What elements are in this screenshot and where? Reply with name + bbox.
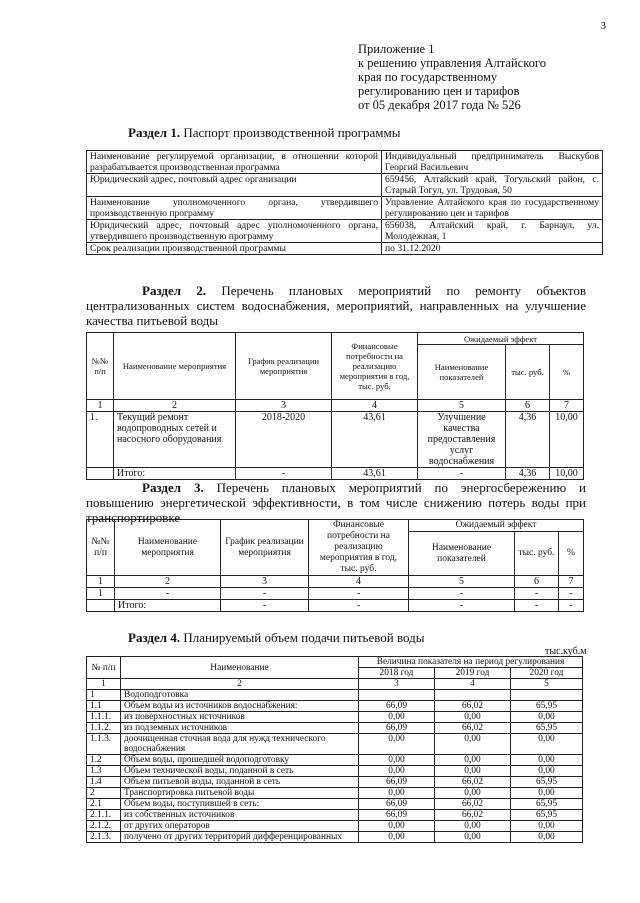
row-num: 1.2 xyxy=(87,755,121,766)
section1-prefix: Раздел 1. xyxy=(128,125,181,140)
col-number: 1 xyxy=(87,679,121,690)
col-header-effect: Ожидаемый эффект xyxy=(409,520,584,532)
col-number: 1 xyxy=(87,576,115,588)
passport-label: Юридический адрес, почтовый адрес уполномоченного органа, утвердившего производственную программу xyxy=(87,220,382,243)
col-header-finance: Финансовые потребности на реализацию мероприятия в год, тыс. руб. xyxy=(332,333,418,400)
row-value-2019: 0,00 xyxy=(435,832,511,843)
table-row xyxy=(87,832,583,843)
row-value-2020: 65,95 xyxy=(511,799,583,810)
row-name: Объем воды из источников водоснабжения: xyxy=(121,701,359,712)
row-num: 2 xyxy=(87,788,121,799)
row-value-2020: 0,00 xyxy=(511,712,583,723)
row-finance: - xyxy=(309,588,409,600)
passport-value: 656038, Алтайский край, г. Барнаул, ул. Молодежная, 1 xyxy=(382,220,603,243)
row-value-2019: 66,02 xyxy=(435,777,511,788)
section4-title xyxy=(128,630,598,645)
row-name: Объем питьевой воды, поданной в сеть xyxy=(121,777,359,788)
table-row xyxy=(87,151,603,174)
row-num: 1.4 xyxy=(87,777,121,788)
table-row xyxy=(87,799,583,810)
col-header-2020: 2020 год xyxy=(511,668,583,679)
row-value-2020: 0,00 xyxy=(511,766,583,777)
row-value-2018 xyxy=(359,690,435,701)
row-value-2019: 66,02 xyxy=(435,723,511,734)
row-value-2020: 0,00 xyxy=(511,755,583,766)
row-value-2020: 65,95 xyxy=(511,723,583,734)
row-value-2019: 66,02 xyxy=(435,810,511,821)
table-row xyxy=(87,788,583,799)
total-empty xyxy=(87,600,115,612)
table-row xyxy=(87,690,583,701)
column-number-row xyxy=(87,679,583,690)
row-value-2019 xyxy=(435,690,511,701)
table-header-row xyxy=(87,657,583,668)
appendix-header xyxy=(358,42,608,112)
table-row xyxy=(87,412,584,468)
row-schedule: 2018-2020 xyxy=(236,412,332,468)
row-value-2018: 0,00 xyxy=(359,712,435,723)
table-row xyxy=(87,810,583,821)
row-value-2018: 66,09 xyxy=(359,799,435,810)
row-pct: - xyxy=(559,588,584,600)
col-number: 4 xyxy=(332,400,418,412)
section2-title xyxy=(86,283,586,328)
total-finance: 43,61 xyxy=(332,468,418,480)
col-number: 3 xyxy=(236,400,332,412)
row-value-2018: 0,00 xyxy=(359,755,435,766)
appendix-line: регулированию цен и тарифов xyxy=(358,84,520,98)
row-rub: 4,36 xyxy=(506,412,550,468)
passport-value: 659456, Алтайский край, Тогульский район, с. Старый Тогул, ул. Трудовая, 50 xyxy=(382,174,603,197)
section2-title-text: Перечень плановых мероприятий по ремонту объектов централизованных систем водоснабжения, мероприятий, направленных на улучшение качества питьевой воды xyxy=(86,283,586,328)
col-header-pct: % xyxy=(559,532,584,576)
passport-value: по 31.12.2020 xyxy=(382,243,603,255)
table-row xyxy=(87,755,583,766)
row-name: Текущий ремонт водопроводных сетей и насосного оборудования xyxy=(114,412,236,468)
row-value-2018: 66,09 xyxy=(359,777,435,788)
row-num: 2.1.3. xyxy=(87,832,121,843)
col-header-schedule: График реализации мероприятия xyxy=(221,520,309,576)
col-number: 4 xyxy=(309,576,409,588)
col-number: 2 xyxy=(115,576,221,588)
table-header-row xyxy=(87,520,584,532)
section3-title-text: Перечень плановых мероприятий по энергосбережению и повышению энергетической эффективности, в том числе снижению потерь воды при транспортировке xyxy=(86,480,586,525)
row-value-2020: 0,00 xyxy=(511,788,583,799)
total-row xyxy=(87,600,584,612)
table-row xyxy=(87,766,583,777)
row-num: 1.1.2. xyxy=(87,723,121,734)
row-rub: - xyxy=(515,588,559,600)
appendix-line: Приложение 1 xyxy=(358,42,435,56)
col-number: 2 xyxy=(121,679,359,690)
row-num: 1.1.1. xyxy=(87,712,121,723)
passport-label: Наименование регулируемой организации, в отношении которой разрабатывается производственная программа xyxy=(87,151,382,174)
row-num: 1 xyxy=(87,690,121,701)
row-num: 2.1.2. xyxy=(87,821,121,832)
row-name: - xyxy=(115,588,221,600)
row-name: Водоподготовка xyxy=(121,690,359,701)
col-header-finance: Финансовые потребности на реализацию мероприятия в год, тыс. руб. xyxy=(309,520,409,576)
table-row xyxy=(87,734,583,755)
total-pct: 10,00 xyxy=(550,468,584,480)
col-header-period: Величина показателя на период регулирования xyxy=(359,657,583,668)
repair-measures-table xyxy=(86,332,584,480)
row-num: 2.1.1. xyxy=(87,810,121,821)
passport-label: Юридический адрес, почтовый адрес организации xyxy=(87,174,382,197)
row-value-2018: 0,00 xyxy=(359,821,435,832)
row-value-2018: 0,00 xyxy=(359,832,435,843)
column-number-row xyxy=(87,576,584,588)
row-value-2019: 0,00 xyxy=(435,755,511,766)
col-number: 1 xyxy=(87,400,114,412)
total-finance: - xyxy=(309,600,409,612)
col-header-num: № п/п xyxy=(87,657,121,679)
unit-label: тыс.куб.м xyxy=(545,646,587,657)
col-header-indicator: Наименование показателей xyxy=(409,532,515,576)
row-num: 1.1 xyxy=(87,701,121,712)
row-value-2020: 0,00 xyxy=(511,821,583,832)
col-number: 5 xyxy=(409,576,515,588)
section1-title xyxy=(128,125,598,140)
page-number: 3 xyxy=(600,20,606,32)
appendix-line: края по государственному xyxy=(358,70,498,84)
col-header-num: №№ п/п xyxy=(87,333,114,400)
row-value-2019: 0,00 xyxy=(435,734,511,755)
col-number: 3 xyxy=(221,576,309,588)
row-num: 1.1.3. xyxy=(87,734,121,755)
total-label: Итого: xyxy=(115,600,221,612)
total-row xyxy=(87,468,584,480)
total-indicator: - xyxy=(409,600,515,612)
row-value-2019: 0,00 xyxy=(435,788,511,799)
row-pct: 10,00 xyxy=(550,412,584,468)
section2-prefix: Раздел 2. xyxy=(142,283,207,298)
passport-value: Индивидуальный предприниматель Выскубов Георгий Васильевич xyxy=(382,151,603,174)
row-value-2019: 0,00 xyxy=(435,821,511,832)
row-num: 1 xyxy=(87,588,115,600)
col-number: 7 xyxy=(550,400,584,412)
col-header-name: Наименование мероприятия xyxy=(115,520,221,576)
passport-label: Наименование уполномоченного органа, утвердившего производственную программу xyxy=(87,197,382,220)
table-row xyxy=(87,712,583,723)
water-supply-body xyxy=(87,690,583,843)
row-value-2018: 0,00 xyxy=(359,766,435,777)
row-value-2020: 0,00 xyxy=(511,734,583,755)
col-header-num: №№ п/п xyxy=(87,520,115,576)
col-header-2019: 2019 год xyxy=(435,668,511,679)
row-num: 1.3 xyxy=(87,766,121,777)
col-number: 4 xyxy=(435,679,511,690)
row-name: Объем воды, прошедшей водоподготовку xyxy=(121,755,359,766)
col-number: 6 xyxy=(515,576,559,588)
col-header-rub: тыс. руб. xyxy=(515,532,559,576)
total-empty xyxy=(87,468,114,480)
row-indicator: - xyxy=(409,588,515,600)
total-schedule: - xyxy=(221,600,309,612)
row-value-2020 xyxy=(511,690,583,701)
row-name: из собственных источников xyxy=(121,810,359,821)
table-row xyxy=(87,723,583,734)
row-num: 1. xyxy=(87,412,114,468)
total-label: Итого: xyxy=(114,468,236,480)
col-header-rub: тыс. руб. xyxy=(506,345,550,400)
section4-prefix: Раздел 4. xyxy=(128,630,181,645)
col-header-schedule: График реализации мероприятия xyxy=(236,333,332,400)
total-pct: - xyxy=(559,600,584,612)
section1-title-text: Паспорт производственной программы xyxy=(180,125,401,140)
row-value-2019: 0,00 xyxy=(435,766,511,777)
col-header-2018: 2018 год xyxy=(359,668,435,679)
row-value-2020: 65,95 xyxy=(511,810,583,821)
row-value-2018: 66,09 xyxy=(359,701,435,712)
row-value-2018: 66,09 xyxy=(359,723,435,734)
energy-measures-table xyxy=(86,519,584,612)
row-value-2019: 66,02 xyxy=(435,799,511,810)
total-schedule: - xyxy=(236,468,332,480)
table-row xyxy=(87,821,583,832)
column-number-row xyxy=(87,400,584,412)
col-header-name: Наименование мероприятия xyxy=(114,333,236,400)
row-name: из поверхностных источников xyxy=(121,712,359,723)
row-finance: 43,61 xyxy=(332,412,418,468)
row-name: получено от других территорий дифференцированных xyxy=(121,832,359,843)
row-value-2018: 0,00 xyxy=(359,734,435,755)
appendix-line: к решению управления Алтайского xyxy=(358,56,546,70)
row-num: 2.1 xyxy=(87,799,121,810)
section4-title-text: Планируемый объем подачи питьевой воды xyxy=(180,630,425,645)
col-number: 5 xyxy=(511,679,583,690)
col-header-indicator: Наименование показателей xyxy=(418,345,506,400)
total-indicator: - xyxy=(418,468,506,480)
total-rub: - xyxy=(515,600,559,612)
row-value-2020: 65,95 xyxy=(511,777,583,788)
row-indicator: Улучшение качества предоставления услуг водоснабжения xyxy=(418,412,506,468)
row-value-2020: 0,00 xyxy=(511,832,583,843)
col-number: 3 xyxy=(359,679,435,690)
row-value-2019: 0,00 xyxy=(435,712,511,723)
table-row xyxy=(87,701,583,712)
row-name: из подземных источников xyxy=(121,723,359,734)
row-schedule: - xyxy=(221,588,309,600)
row-value-2019: 66,02 xyxy=(435,701,511,712)
col-number: 2 xyxy=(114,400,236,412)
table-header-row xyxy=(87,333,584,345)
table-row xyxy=(87,174,603,197)
table-row xyxy=(87,197,603,220)
table-row xyxy=(87,777,583,788)
table-row xyxy=(87,220,603,243)
row-value-2018: 66,09 xyxy=(359,810,435,821)
appendix-line: от 05 декабря 2017 года № 526 xyxy=(358,98,521,112)
water-supply-table xyxy=(86,656,583,843)
table-row xyxy=(87,243,603,255)
col-number: 5 xyxy=(418,400,506,412)
passport-value: Управление Алтайского края по государственному регулированию цен и тарифов xyxy=(382,197,603,220)
col-header-effect: Ожидаемый эффект xyxy=(418,333,584,345)
passport-label: Срок реализации производственной программы xyxy=(87,243,382,255)
row-value-2020: 65,95 xyxy=(511,701,583,712)
section3-prefix: Раздел 3. xyxy=(142,480,204,495)
row-name: Объем технической воды, поданной в сеть xyxy=(121,766,359,777)
row-name: Транспортировка питьевой воды xyxy=(121,788,359,799)
row-value-2018: 0,00 xyxy=(359,788,435,799)
col-number: 6 xyxy=(506,400,550,412)
row-name: доочищенная сточная вода для нужд технического водоснабжения xyxy=(121,734,359,755)
col-number: 7 xyxy=(559,576,584,588)
row-name: Объем воды, поступившей в сеть: xyxy=(121,799,359,810)
total-rub: 4,36 xyxy=(506,468,550,480)
passport-table xyxy=(86,150,603,255)
col-header-name: Наименование xyxy=(121,657,359,679)
row-name: от других операторов xyxy=(121,821,359,832)
table-row xyxy=(87,588,584,600)
col-header-pct: % xyxy=(550,345,584,400)
